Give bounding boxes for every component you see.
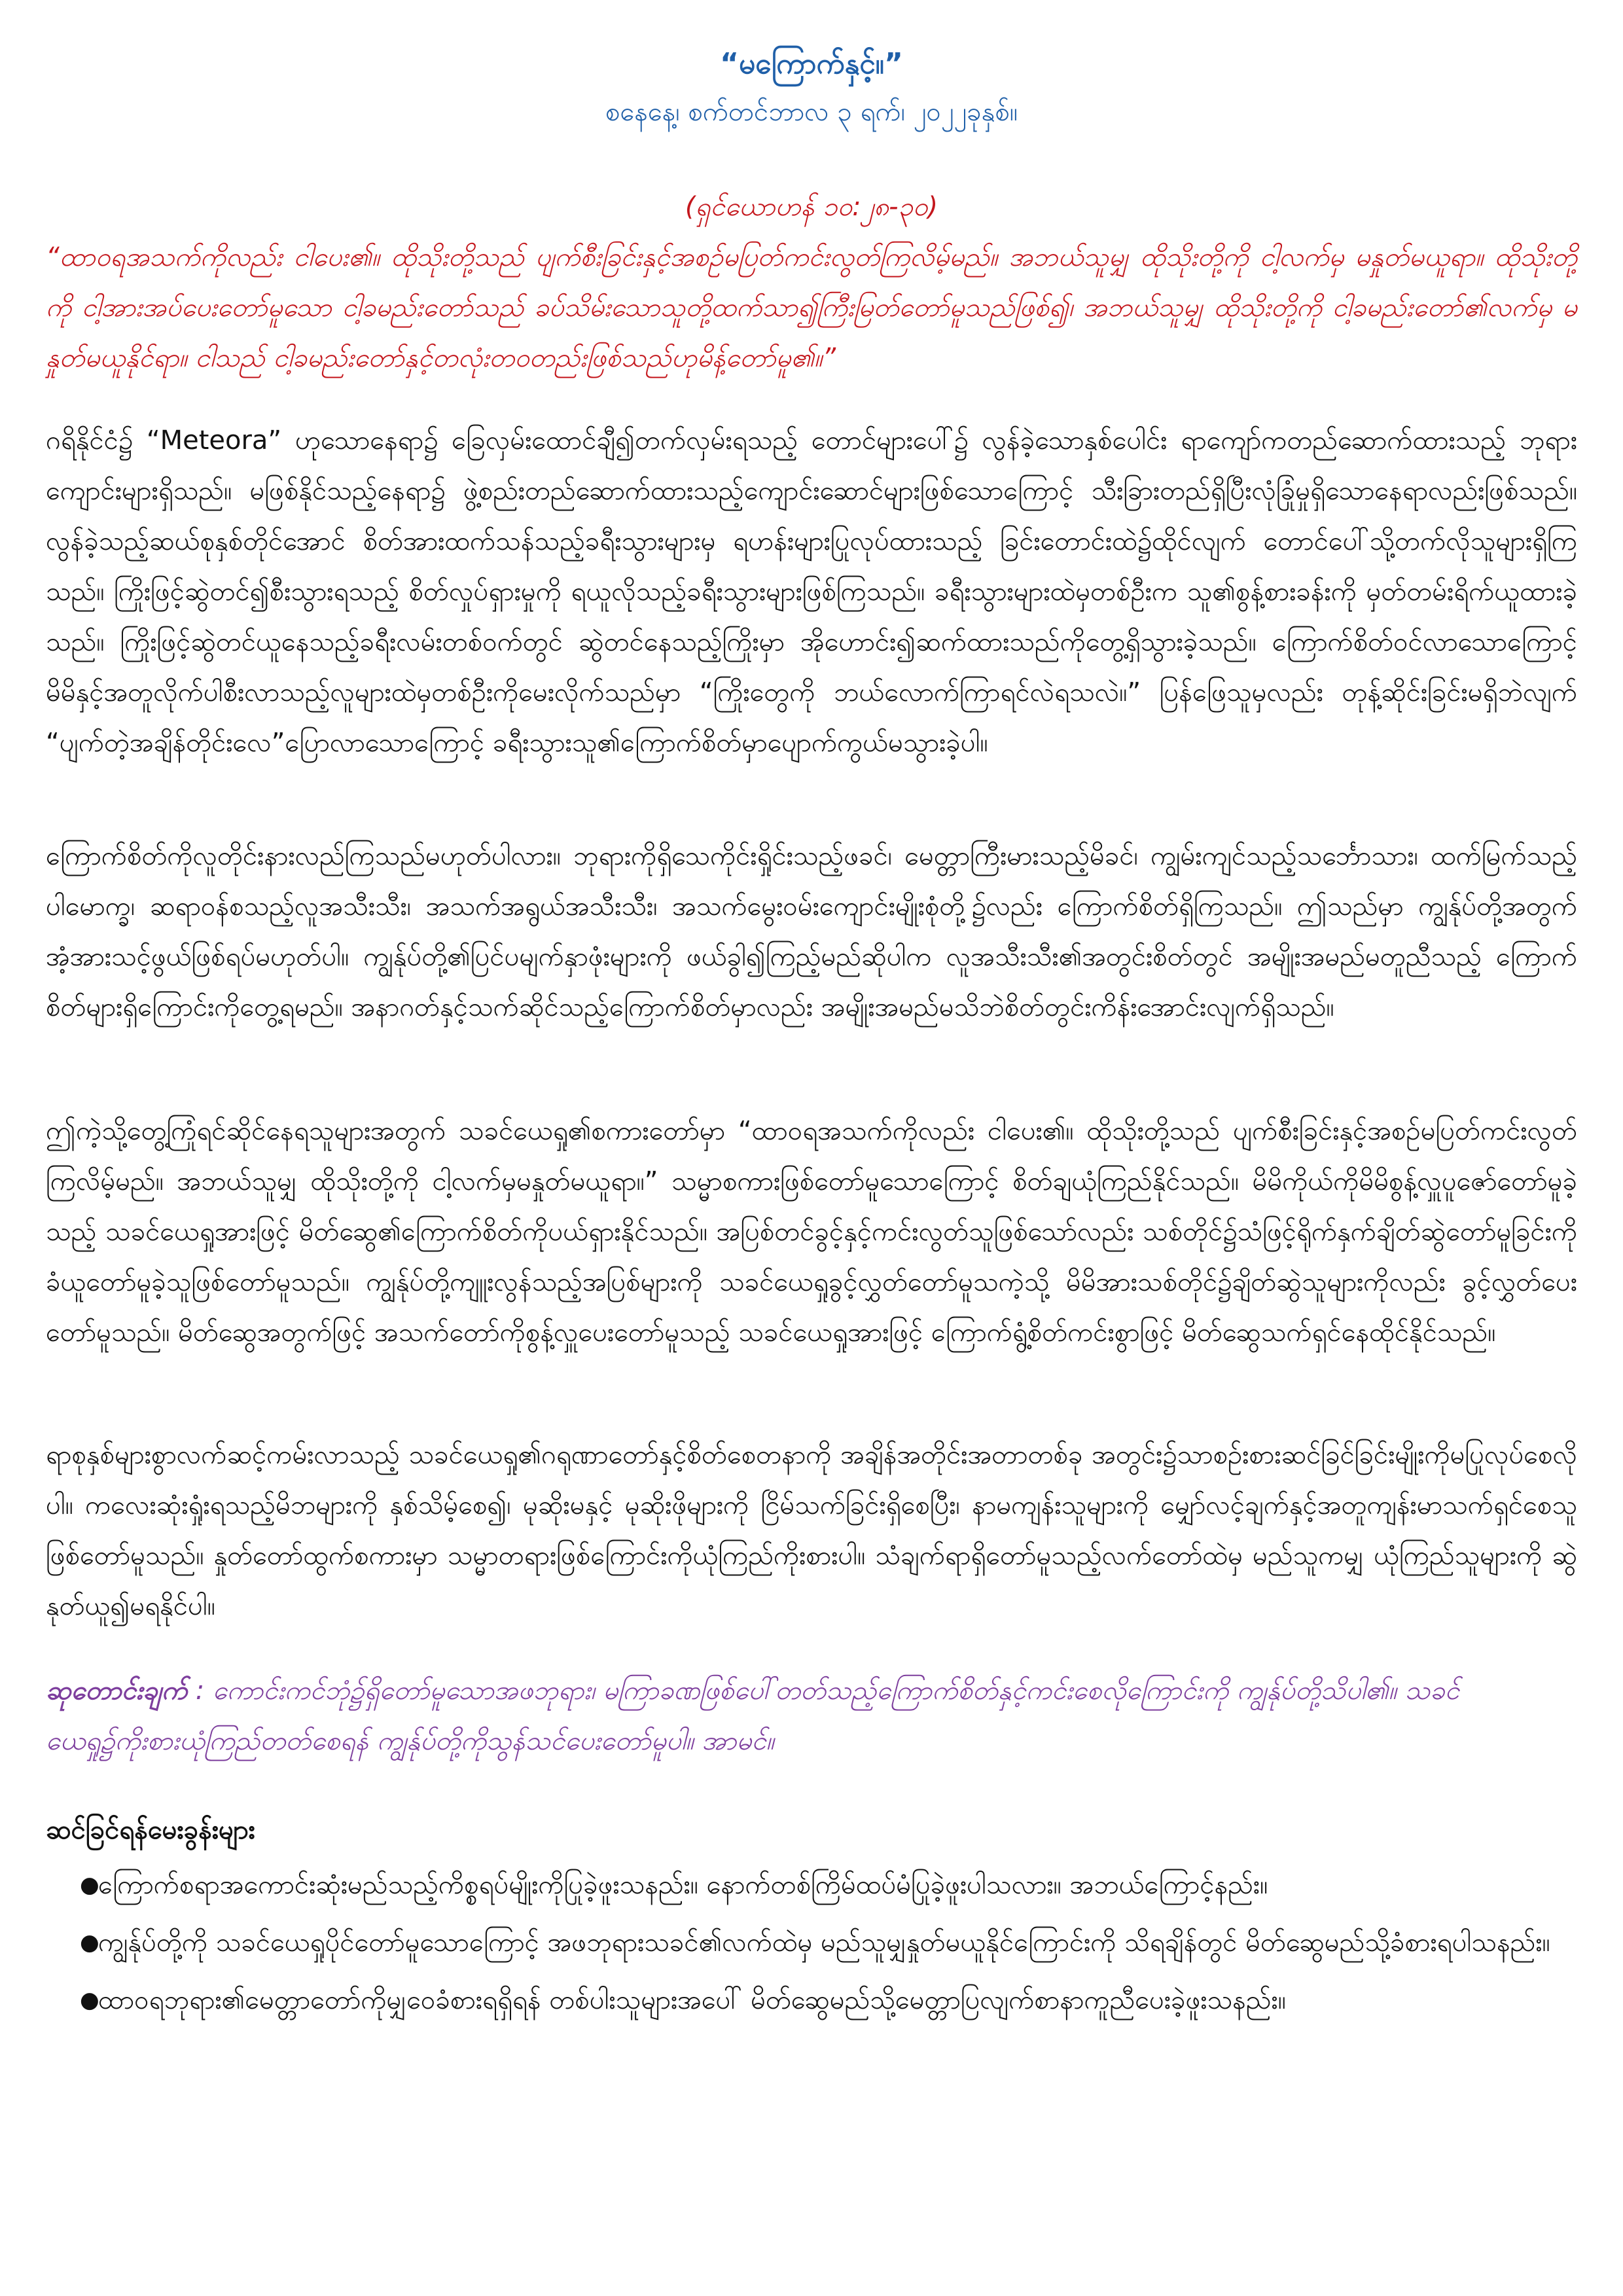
list-item: [46, 1862, 1577, 1908]
prayer-separator: :: [187, 1676, 213, 1706]
list-item: [46, 1920, 1577, 1965]
question-text: ကြောက်စရာအကောင်းဆုံးမည်သည့်ကိစ္စရပ်မျိုးကိုပြုခဲ့ဖူးသနည်း။ နောက်တစ်ကြိမ်ထပ်မံပြုခဲ့ဖူးပါသလား။ အဘယ်ကြောင့်နည်း။: [98, 1870, 1268, 1900]
verse-text: “ထာဝရအသက်ကိုလည်း ငါပေး၏။ ထိုသိုးတို့သည် ပျက်စီးခြင်းနှင့်အစဉ်မပြတ်ကင်းလွတ်ကြလိမ့်မည်။ အဘယ်သူမျှ ထိုသိုးတို့ကို ငါ့လက်မှ မနှုတ်မယူရာ။ ထိုသိုးတို့ကို ငါ့အားအပ်ပေးတော်မူသော ငါ့ခမည်းတော်သည် ခပ်သိမ်းသောသူတို့ထက်သာ၍ကြီးမြတ်တော်မူသည်ဖြစ်၍၊ အဘယ်သူမျှ ထိုသိုးတို့ကို ငါ့ခမည်းတော်၏လက်မှ မနှုတ်မယူနိုင်ရာ။ ငါသည် ငါ့ခမည်းတော်နှင့်တလုံးတဝတည်းဖြစ်သည်ဟုမိန့်တော်မူ၏။”: [46, 242, 1577, 373]
bullet-icon: ●: [80, 1929, 99, 1956]
page-title: “မကြောက်နှင့်။”: [720, 47, 903, 81]
body-paragraph-4: ရာစုနှစ်များစွာလက်ဆင့်ကမ်းလာသည့် သခင်ယေရှု၏ဂရုဏာတော်နှင့်စိတ်စေတနာကို အချိန်အတိုင်းအတာတစ်ခု အတွင်း၌သာစဉ်းစားဆင်ခြင်ခြင်းမျိုးကိုမပြုလုပ်စေလိုပါ။ ကလေးဆုံးရှုံးရသည့်မိဘများကို နှစ်သိမ့်စေ၍၊ မုဆိုးမနှင့် မုဆိုးဖိုများကို ငြိမ်သက်ခြင်းရှိစေပြီး၊ နာမကျန်းသူများကို မျှော်လင့်ချက်နှင့်အတူကျန်းမာသက်ရှင်စေသူဖြစ်တော်မူသည်။ နှုတ်တော်ထွက်စကားမှာ သမ္မာတရားဖြစ်ကြောင်းကိုယုံကြည်ကိုးစားပါ။ သံချက်ရာရှိတော်မူသည့်လက်တော်ထဲမှ မည်သူကမျှ ယုံကြည်သူများကို ဆွဲနုတ်ယူ၍မရနိုင်ပါ။: [46, 1440, 1577, 1621]
body-paragraph-1: ဂရိနိုင်ငံ၌ “Meteora” ဟုသောနေရာ၌ ခြေလှမ်းထောင်ချီ၍တက်လှမ်းရသည့် တောင်များပေါ်၌ လွန်ခဲ့သောနှစ်ပေါင်း ရာကျော်ကတည်ဆောက်ထားသည့် ဘုရားကျောင်းများရှိသည်။ မဖြစ်နိုင်သည့်နေရာ၌ ဖွဲ့စည်းတည်ဆောက်ထားသည့်ကျောင်းဆောင်များဖြစ်သောကြောင့် သီးခြားတည်ရှိပြီးလုံခြုံမှုရှိသောနေရာလည်းဖြစ်သည်။ လွန်ခဲ့သည့်ဆယ်စုနှစ်တိုင်အောင် စိတ်အားထက်သန်သည့်ခရီးသွားများမှ ရဟန်းများပြုလုပ်ထားသည့် ခြင်းတောင်းထဲ၌ထိုင်လျက် တောင်ပေါ်သို့တက်လိုသူများရှိကြသည်။ ကြိုးဖြင့်ဆွဲတင်၍စီးသွားရသည့် စိတ်လှုပ်ရှားမှုကို ရယူလိုသည့်ခရီးသွားများဖြစ်ကြသည်။ ခရီးသွားများထဲမှတစ်ဦးက သူ၏စွန့်စားခန်းကို မှတ်တမ်းရိက်ယူထားခဲ့သည်။ ကြိုးဖြင့်ဆွဲတင်ယူနေသည့်ခရီးလမ်းတစ်ဝက်တွင် ဆွဲတင်နေသည့်ကြိုးမှာ အိုဟောင်း၍ဆက်ထားသည်ကိုတွေ့ရှိသွားခဲ့သည်။ ကြောက်စိတ်ဝင်လာသောကြောင့် မိမိနှင့်အတူလိုက်ပါစီးလာသည့်လူများထဲမှတစ်ဦးကိုမေးလိုက်သည်မှာ “ကြိုးတွေကို ဘယ်လောက်ကြာရင်လဲရသလဲ။” ပြန်ဖြေသူမှလည်း တုန့်ဆိုင်းခြင်းမရှိဘဲလျက် “ပျက်တဲ့အချိန်တိုင်းလေ”ပြောလာသောကြောင့် ခရီးသွားသူ၏ကြောက်စိတ်မှာပျောက်ကွယ်မသွားခဲ့ပါ။: [46, 425, 1577, 758]
bullet-icon: ●: [80, 1872, 99, 1898]
body-paragraph-3: ဤကဲ့သို့တွေ့ကြုံရင်ဆိုင်နေရသူများအတွက် သခင်ယေရှု၏စကားတော်မှာ “ထာဝရအသက်ကိုလည်း ငါပေး၏။ ထိုသိုးတို့သည် ပျက်စီးခြင်းနှင့်အစဉ်မပြတ်ကင်းလွတ်ကြလိမ့်မည်။ အဘယ်သူမျှ ထိုသိုးတို့ကို ငါ့လက်မှမနှုတ်မယူရာ။” သမ္မာစကားဖြစ်တော်မူသောကြောင့် စိတ်ချယုံကြည်နိုင်သည်။ မိမိကိုယ်ကိုမိမိစွန့်လှူပူဇော်တော်မူခဲ့သည့် သခင်ယေရှုအားဖြင့် မိတ်ဆွေ၏ကြောက်စိတ်ကိုပယ်ရှားနိုင်သည်။ အပြစ်တင်ခွင့်နှင့်ကင်းလွတ်သူဖြစ်သော်လည်း သစ်တိုင်၌သံဖြင့်ရိုက်နှက်ချိတ်ဆွဲတော်မူခြင်းကို ခံယူတော်မူခဲ့သူဖြစ်တော်မူသည်။ ကျွန်ုပ်တို့ကျူးလွန်သည့်အပြစ်များကို သခင်ယေရှုခွင့်လွှတ်တော်မူသကဲ့သို့ မိမိအားသစ်တိုင်၌ချိတ်ဆွဲသူများကိုလည်း ခွင့်လွှတ်ပေးတော်မူသည်။ မိတ်ဆွေအတွက်ဖြင့် အသက်တော်ကိုစွန့်လှူပေးတော်မူသည့် သခင်ယေရှုအားဖြင့် ကြောက်ရွံ့စိတ်ကင်းစွာဖြင့် မိတ်ဆွေသက်ရှင်နေထိုင်နိုင်သည်။: [46, 1116, 1577, 1348]
questions-heading: ဆင်ခြင်ရန်မေးခွန်းများ: [46, 1815, 255, 1845]
verse-reference: (ရှင်ယောဟန် ၁၀:၂၈-၃၀): [685, 192, 938, 222]
prayer-text: ကောင်းကင်ဘုံ၌ရှိတော်မူသောအဖဘုရား၊ မကြာခဏဖြစ်ပေါ်တတ်သည့်ကြောက်စိတ်နှင့်ကင်းစေလိုကြောင်းကို ကျွန်ုပ်တို့သိပါ၏။ သခင်ယေရှု၌ကိုးစားယုံကြည်တတ်စေရန် ကျွန်ုပ်တို့ကိုသွန်သင်ပေးတော်မူပါ။ အာမင်။: [46, 1676, 1459, 1756]
question-text: ကျွန်ုပ်တို့ကို သခင်ယေရှုပိုင်တော်မူသောကြောင့် အဖဘုရားသခင်၏လက်ထဲမှ မည်သူမျှနှုတ်မယူနိုင်ကြောင်းကို သိရချိန်တွင် မိတ်ဆွေမည်သို့ခံစားရပါသနည်း။: [98, 1928, 1550, 1958]
list-item: [46, 1977, 1577, 2023]
page-date: စနေနေ့၊ စက်တင်ဘာလ ၃ ရက်၊ ၂၀၂၂ခုနှစ်။: [605, 97, 1018, 127]
body-paragraph-2: ကြောက်စိတ်ကိုလူတိုင်းနားလည်ကြသည်မဟုတ်ပါလား။ ဘုရားကိုရှိသေကိုင်းရှိုင်းသည့်ဖခင်၊ မေတ္တာကြီးမားသည့်မိခင်၊ ကျွမ်းကျင်သည့်သင်္ဘောသား၊ ထက်မြက်သည့်ပါမောက္ခ၊ ဆရာဝန်စသည့်လူအသီးသီး၊ အသက်အရွယ်အသီးသီး၊ အသက်မွေးဝမ်းကျောင်းမျိုးစုံတို့၌လည်း ကြောက်စိတ်ရှိကြသည်။ ဤသည်မှာ ကျွန်ုပ်တို့အတွက် အံ့အားသင့်ဖွယ်ဖြစ်ရပ်မဟုတ်ပါ။ ကျွန်ုပ်တို့၏ပြင်ပမျက်နှာဖုံးများကို ဖယ်ခွါ၍ကြည့်မည်ဆိုပါက လူအသီးသီး၏အတွင်းစိတ်တွင် အမျိုးအမည်မတူညီသည့် ကြောက်စိတ်များရှိကြောင်းကိုတွေ့ရမည်။ အနာဂတ်နှင့်သက်ဆိုင်သည့်ကြောက်စိတ်မှာလည်း အမျိုးအမည်မသိဘဲစိတ်တွင်းကိန်းအောင်းလျက်ရှိသည်။: [46, 841, 1577, 1022]
questions-list: [46, 1862, 1577, 2035]
prayer-block: [46, 1666, 1577, 1767]
question-text: ထာဝရဘုရား၏မေတ္တာတော်ကိုမျှဝေခံစားရရှိရန် တစ်ပါးသူများအပေါ် မိတ်ဆွေမည်သို့မေတ္တာပြလျက်စာနာကူညီပေးခဲ့ဖူးသနည်း။: [98, 1985, 1286, 2015]
prayer-label: ဆုတောင်းချက်: [46, 1676, 188, 1706]
bullet-icon: ●: [80, 1987, 99, 2013]
